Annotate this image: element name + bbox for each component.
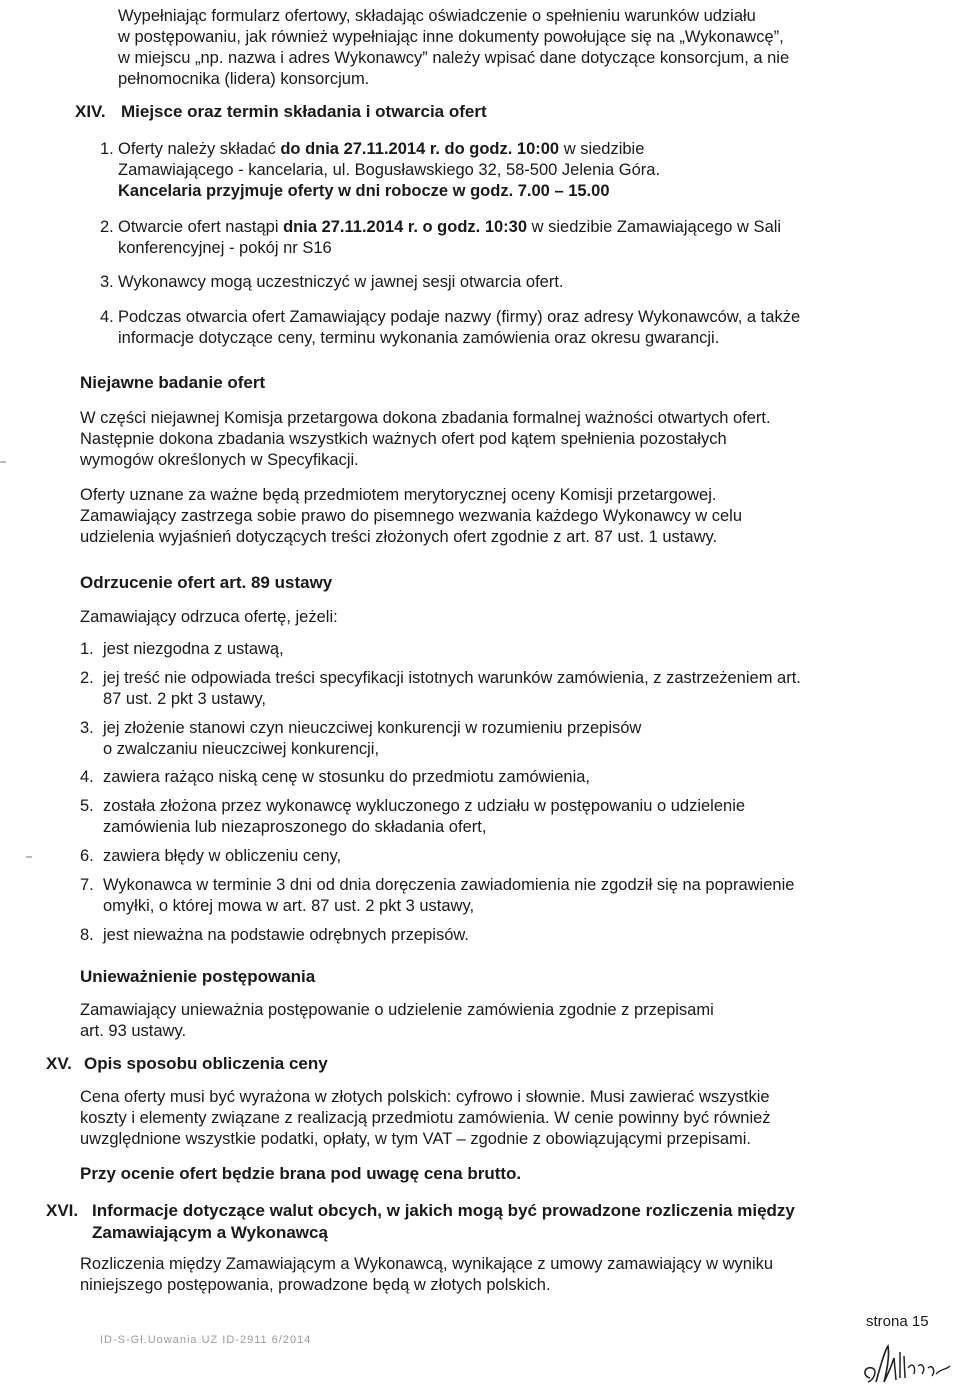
section-number-xv: XV.: [46, 1054, 72, 1073]
section-title-xiv: Miejsce oraz termin składania i otwarcia ofert: [121, 102, 487, 121]
intro-line-1: Wypełniając formularz ofertowy, składając oświadczenie o spełnieniu warunków udziału: [118, 7, 756, 25]
xiv-item-4-number: 4.: [100, 308, 114, 326]
odrzucenie-item-8-line-1: jest nieważna na podstawie odrębnych przepisów.: [103, 926, 469, 944]
scan-speck-1: [0, 461, 6, 463]
xiv-item-4-line-1: Podczas otwarcia ofert Zamawiający podaje nazwy (firmy) oraz adresy Wykonawców, a także: [118, 308, 801, 326]
xiv-item-2-line-1: [118, 217, 781, 238]
odrzucenie-item-3-number: 3.: [80, 719, 94, 737]
niejawne-p2-line-2: Zamawiający zastrzega sobie prawo do pisemnego wezwania każdego Wykonawcy w celu: [80, 507, 743, 525]
xiv-item-1-line-3: Kancelaria przyjmuje oferty w dni robocze w godz. 7.00 – 15.00: [118, 182, 610, 200]
intro-line-3: w miejscu „np. nazwa i adres Wykonawcy” należy wpisać dane dotyczące konsorcjum, a nie: [118, 49, 790, 67]
xv-line-2: koszty i elementy związane z realizacją przedmiotu zamówienia. W cenie powinny być również: [80, 1109, 771, 1127]
odrzucenie-item-3-line-2: o zwalczaniu nieuczciwej konkurencji,: [103, 740, 380, 758]
intro-line-2: w postępowaniu, jak również wypełniając inne dokumenty powołujące się na „Wykonawcę”,: [118, 28, 784, 46]
odrzucenie-item-4-number: 4.: [80, 768, 94, 786]
niejawne-p1-line-1: W części niejawnej Komisja przetargowa dokona zbadania formalnej ważności otwartych ofert.: [80, 409, 771, 427]
xiv-item-1-deadline: do dnia 27.11.2014 r. do godz. 10:00: [280, 140, 560, 158]
xvi-line-1: Rozliczenia między Zamawiającym a Wykonawcą, wynikające z umowy zamawiający w wyniku: [80, 1255, 774, 1273]
odrzucenie-item-5-number: 5.: [80, 797, 94, 815]
odrzucenie-item-6-number: 6.: [80, 847, 94, 865]
xiv-item-3-number: 3.: [100, 273, 114, 291]
odrzucenie-item-2-line-2: 87 ust. 2 pkt 3 ustawy,: [103, 690, 266, 708]
odrzucenie-item-2-number: 2.: [80, 669, 94, 687]
odrzucenie-item-2-line-1: jej treść nie odpowiada treści specyfikacji istotnych warunków zamówienia, z zastrzeżeniem art.: [103, 669, 801, 687]
odrzucenie-item-3-line-1: jej złożenie stanowi czyn nieuczciwej konkurencji w rozumieniu przepisów: [103, 719, 642, 737]
footer-reference: ID-S-Gł.Uowania UZ ID-2911 6/2014: [100, 1334, 312, 1346]
xvi-line-2: niniejszego postępowania, prowadzone będą w złotych polskich.: [80, 1276, 551, 1294]
odrzucenie-item-7-number: 7.: [80, 876, 94, 894]
odrzucenie-item-4-line-1: zawiera rażąco niską cenę w stosunku do przedmiotu zamówienia,: [103, 768, 590, 786]
xiv-item-1-line-2: Zamawiającego - kancelaria, ul. Bogusławskiego 32, 58-500 Jelenia Góra.: [118, 161, 661, 179]
odrzucenie-item-7-line-1: Wykonawca w terminie 3 dni od dnia doręczenia zawiadomienia nie zgodził się na poprawienie: [103, 876, 795, 894]
odrzucenie-item-5-line-2: zamówienia lub niezaproszonego do składania ofert,: [103, 818, 487, 836]
section-title-xv: Opis sposobu obliczenia ceny: [84, 1054, 328, 1073]
xiv-item-1-text-a: Oferty należy składać: [118, 140, 281, 158]
xiv-item-3-text: Wykonawcy mogą uczestniczyć w jawnej sesji otwarcia ofert.: [118, 273, 564, 291]
xiv-item-1-text-c: w siedzibie: [559, 140, 645, 158]
uniewaznienie-line-1: Zamawiający unieważnia postępowanie o udzielenie zamówienia zgodnie z przepisami: [80, 1001, 714, 1019]
odrzucenie-item-8-number: 8.: [80, 926, 94, 944]
odrzucenie-intro: Zamawiający odrzuca ofertę, jeżeli:: [80, 608, 338, 626]
heading-uniewaznienie: Unieważnienie postępowania: [80, 967, 316, 986]
niejawne-p1-line-3: wymogów określonych w Specyfikacji.: [80, 451, 359, 469]
odrzucenie-item-7-line-2: omyłki, o której mowa w art. 87 ust. 2 pkt 3 ustawy,: [103, 897, 475, 915]
odrzucenie-item-6-line-1: zawiera błędy w obliczeniu ceny,: [103, 847, 342, 865]
heading-odrzucenie-ofert: Odrzucenie ofert art. 89 ustawy: [80, 573, 333, 592]
niejawne-p1-line-2: Następnie dokona zbadania wszystkich ważnych ofert pod kątem spełnienia pozostałych: [80, 430, 727, 448]
niejawne-p2-line-1: Oferty uznane za ważne będą przedmiotem merytorycznej oceny Komisji przetargowej.: [80, 486, 717, 504]
xiv-item-1-line-1: [118, 139, 644, 160]
odrzucenie-item-1-number: 1.: [80, 640, 94, 658]
section-title-xvi-line-1: Informacje dotyczące walut obcych, w jakich mogą być prowadzone rozliczenia między: [92, 1201, 795, 1220]
odrzucenie-item-1-line-1: jest niezgodna z ustawą,: [103, 640, 284, 658]
xiv-item-4-line-2: informacje dotyczące ceny, terminu wykonania zamówienia oraz okresu gwarancji.: [118, 329, 720, 347]
xiv-item-2-line-2: konferencyjnej - pokój nr S16: [118, 239, 332, 257]
handwritten-signature: [858, 1338, 958, 1388]
niejawne-p2-line-3: udzielenia wyjaśnień dotyczących treści złożonych ofert zgodnie z art. 87 ust. 1 ustawy.: [80, 528, 718, 546]
heading-niejawne-badanie: Niejawne badanie ofert: [80, 373, 266, 392]
section-title-xvi-line-2: Zamawiającym a Wykonawcą: [92, 1223, 328, 1242]
xiv-item-1-number: 1.: [100, 140, 114, 158]
xv-brutto-note: Przy ocenie ofert będzie brana pod uwagę cena brutto.: [80, 1164, 522, 1183]
intro-line-4: pełnomocnika (lidera) konsorcjum.: [118, 70, 370, 88]
xiv-item-2-text-c: w siedzibie Zamawiającego w Sali: [527, 218, 782, 236]
page-number: strona 15: [866, 1313, 929, 1330]
xiv-item-2-number: 2.: [100, 218, 114, 236]
xv-line-1: Cena oferty musi być wyrażona w złotych polskich: cyfrowo i słownie. Musi zawierać wszystkie: [80, 1088, 770, 1106]
odrzucenie-item-5-line-1: została złożona przez wykonawcę wykluczonego z udziału w postępowaniu o udzielenie: [103, 797, 746, 815]
scan-speck-2: [26, 856, 32, 858]
xiv-item-2-text-a: Otwarcie ofert nastąpi: [118, 218, 284, 236]
section-number-xiv: XIV.: [75, 102, 106, 121]
uniewaznienie-line-2: art. 93 ustawy.: [80, 1022, 187, 1040]
section-number-xvi: XVI.: [46, 1201, 79, 1220]
xv-line-3: uwzględnione wszystkie podatki, opłaty, w tym VAT – zgodnie z obowiązującymi przepisami.: [80, 1130, 751, 1148]
xiv-item-2-date: dnia 27.11.2014 r. o godz. 10:30: [283, 218, 528, 236]
